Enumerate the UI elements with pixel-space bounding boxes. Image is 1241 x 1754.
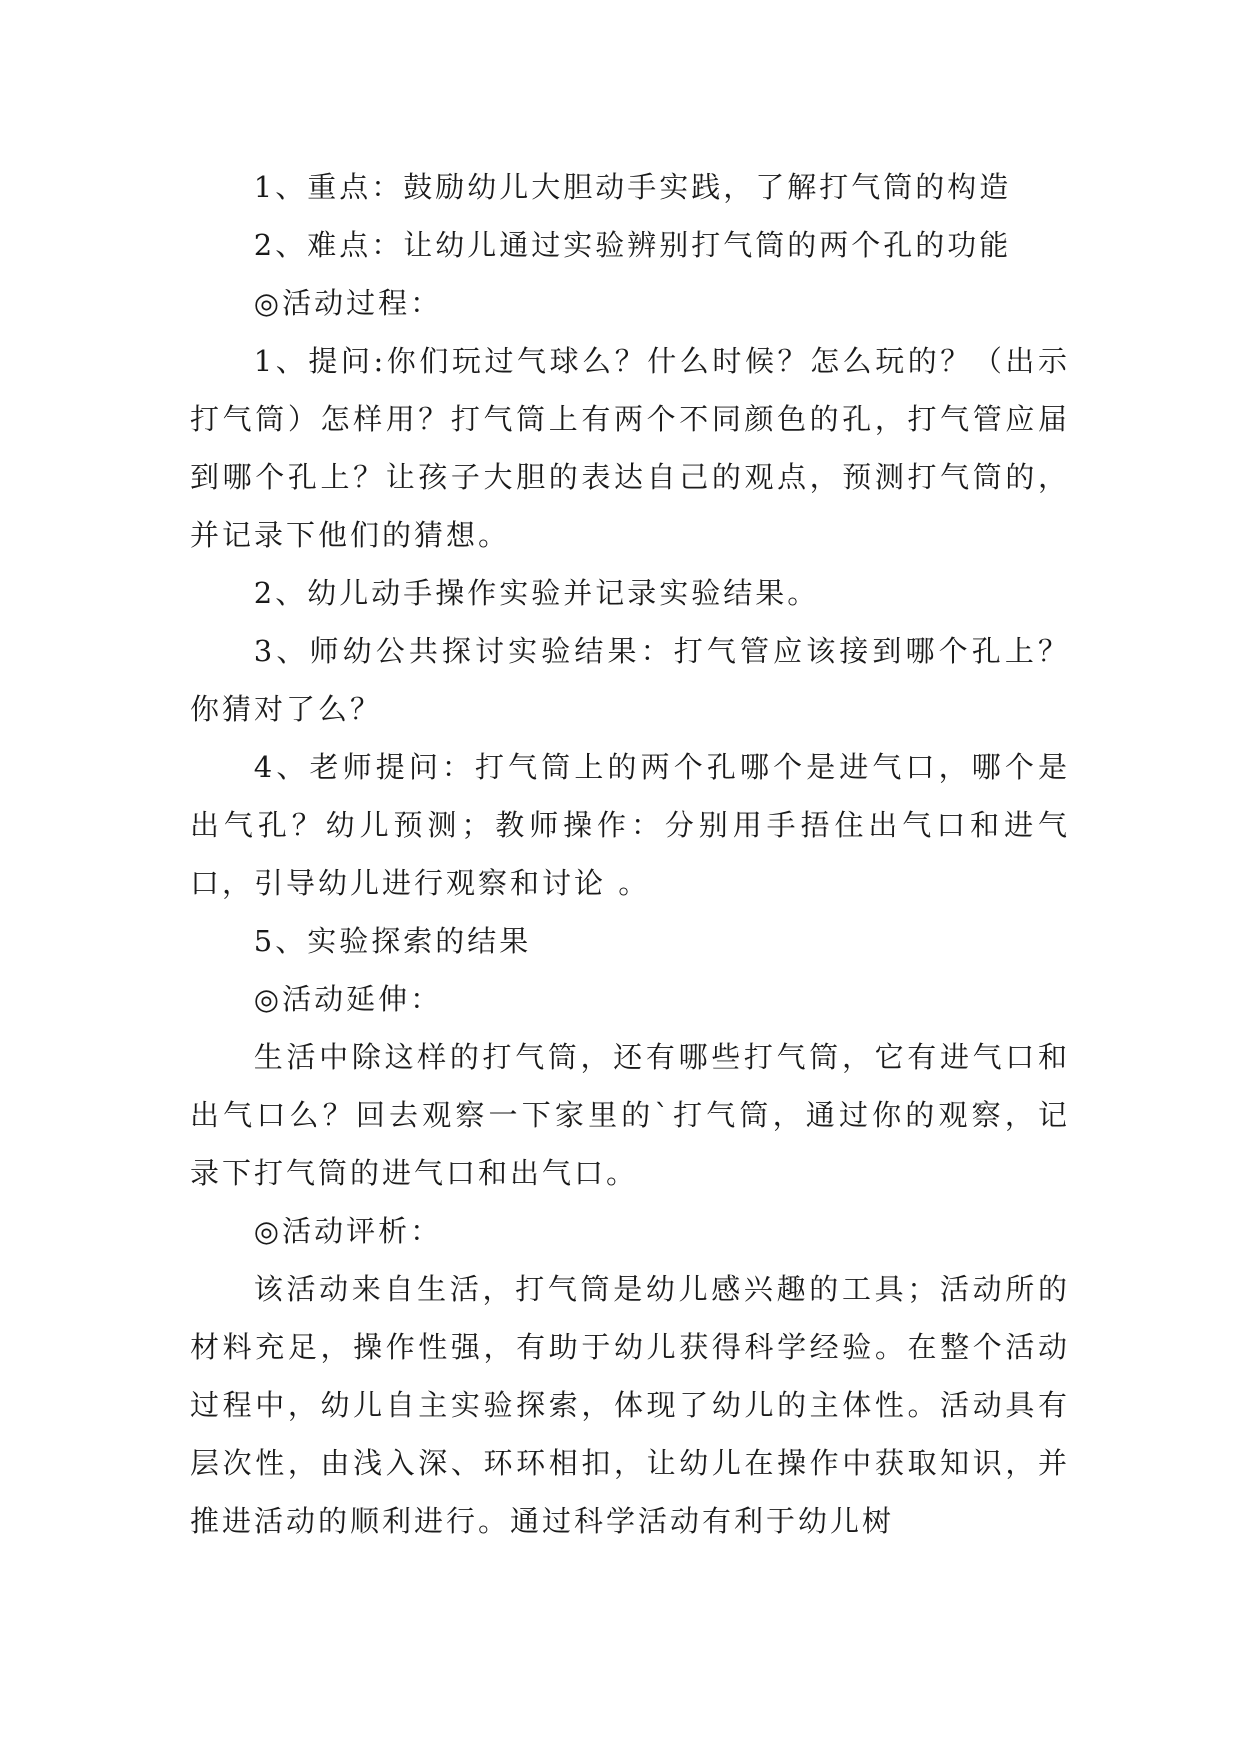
section-heading-analysis: ◎活动评析： — [253, 1214, 443, 1248]
paragraph-step-4: 4、老师提问：打气筒上的两个孔哪个是进气口，哪个是出气孔？幼儿预测；教师操作：分别用手捂住出气口和进气口，引导幼儿进行观察和讨论 。 — [190, 750, 1070, 900]
section-heading-process: ◎活动过程： — [253, 286, 443, 320]
document-body — [190, 158, 1070, 1550]
paragraph-extension: 生活中除这样的打气筒，还有哪些打气筒，它有进气口和出气口么？回去观察一下家里的`打气筒，通过你的观察，记录下打气筒的进气口和出气口。 — [190, 1040, 1070, 1190]
paragraph-step-1: 1、提问:你们玩过气球么？什么时候？怎么玩的？（出示打气筒）怎样用？打气筒上有两个不同颜色的孔，打气管应届到哪个孔上？让孩子大胆的表达自己的观点，预测打气筒的，并记录下他们的猜想。 — [190, 344, 1070, 552]
paragraph-analysis: 该活动来自生活，打气筒是幼儿感兴趣的工具；活动所的材料充足，操作性强，有助于幼儿获得科学经验。在整个活动过程中，幼儿自主实验探索，体现了幼儿的主体性。活动具有层次性，由浅入深、环环相扣，让幼儿在操作中获取知识，并推进活动的顺利进行。通过科学活动有利于幼儿树 — [190, 1272, 1070, 1538]
paragraph-key-point: 1、重点：鼓励幼儿大胆动手实践，了解打气筒的构造 — [253, 170, 1012, 204]
section-heading-extension: ◎活动延伸： — [253, 982, 443, 1016]
paragraph-step-3: 3、师幼公共探讨实验结果：打气管应该接到哪个孔上？你猜对了么？ — [190, 634, 1070, 726]
paragraph-step-5: 5、实验探索的结果 — [253, 924, 532, 958]
paragraph-step-2: 2、幼儿动手操作实验并记录实验结果。 — [253, 576, 820, 610]
paragraph-difficulty: 2、难点：让幼儿通过实验辨别打气筒的两个孔的功能 — [253, 228, 1012, 262]
